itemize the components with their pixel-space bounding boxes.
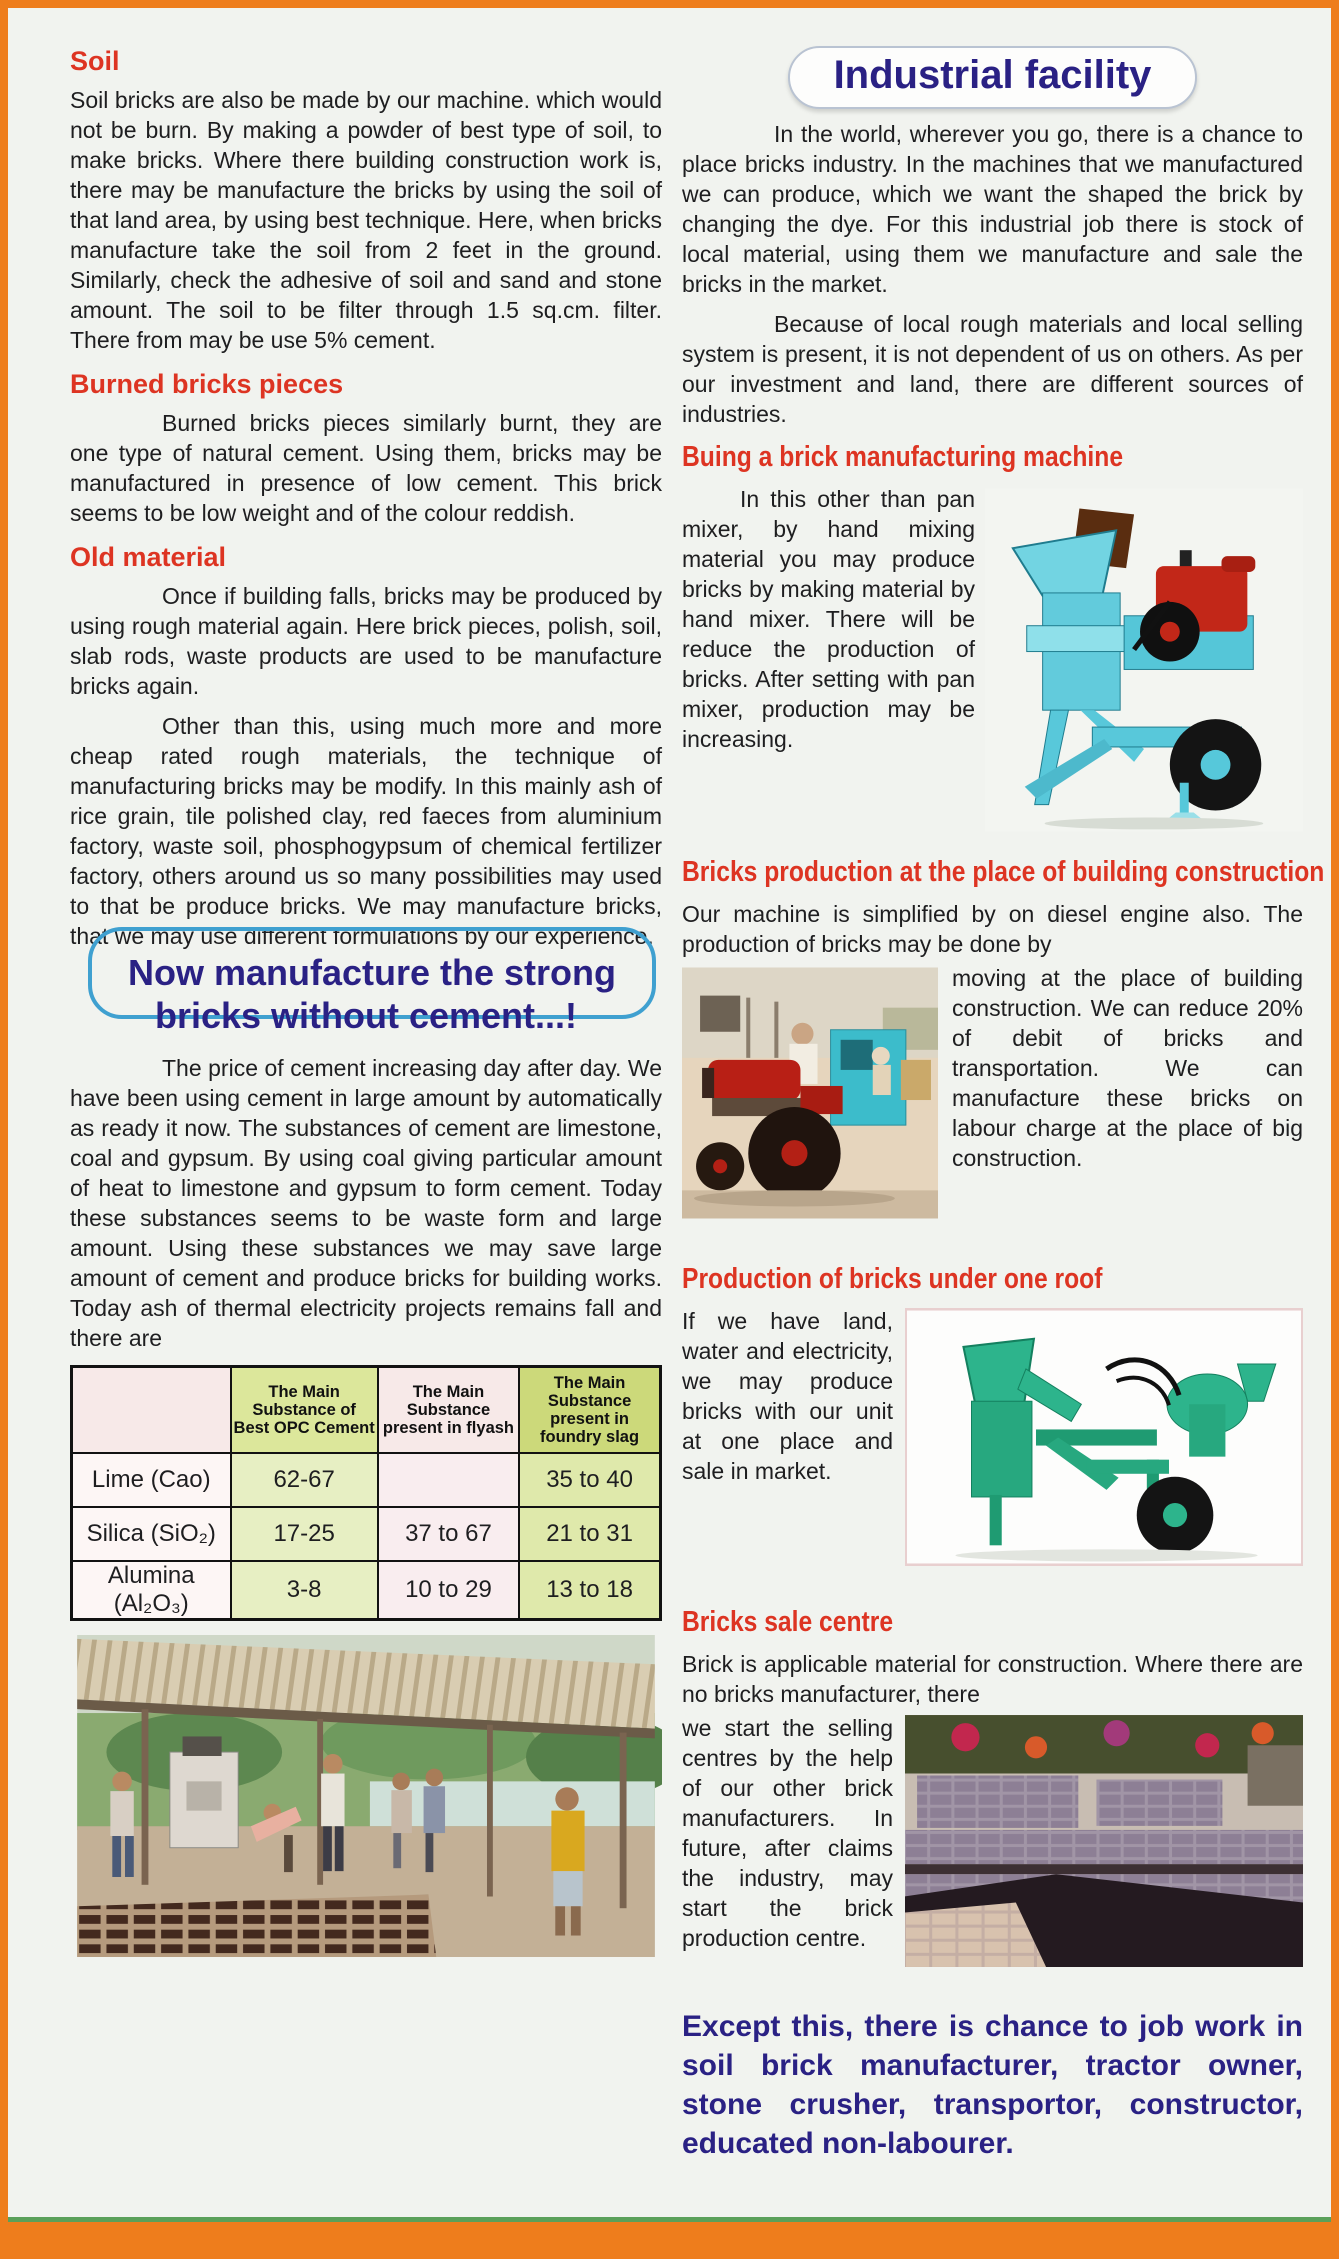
soil-paragraph: Soil bricks are also be made by our machine. which would not be burn. By making a powder of best type of soil, to make bricks. Where there building construction work is, there may be manufacture the bricks by using the soil of that land area, by using best technique. Here, when bricks manufacture take the soil from 2 feet in the ground. Similarly, check the adhesive of soil and sand and stone amount. The soil to be filter through 1.5 sq.cm. filter. There from may be use 5% cement. bbox=[70, 87, 662, 353]
cell-value: 17-25 bbox=[231, 1507, 378, 1561]
row-label: Silica (SiO₂) bbox=[72, 1507, 231, 1561]
row-label: Lime (Cao) bbox=[72, 1453, 231, 1507]
hopper bbox=[963, 1339, 1034, 1406]
driver bbox=[791, 1023, 813, 1045]
worker-yellow-shirt bbox=[551, 1811, 584, 1871]
sale-centre-intro: Brick is applicable material for construction. Where there are no bricks manufacturer, there bbox=[682, 1651, 1303, 1707]
production-place-section bbox=[682, 963, 1303, 1223]
sale-centre-paragraph: we start the selling centres by the help of our other brick manufacturers. In future, after claims the industry, may start the brick production centre. bbox=[682, 1715, 893, 1951]
header-blank-cell bbox=[72, 1367, 231, 1454]
industrial-intro-paragraph-1: In the world, wherever you go, there is a chance to place bricks industry. In the machines that we manufactured we can produce, which we want the shaped the brick by changing the dye. For this industrial job there is stock of local material, using them we manufacture and sale the bricks in the market. bbox=[682, 121, 1303, 297]
brick-stack bbox=[917, 1776, 1078, 1828]
page-content bbox=[8, 8, 1331, 2163]
brick-machine-photo bbox=[985, 486, 1303, 834]
cell-value: 13 to 18 bbox=[519, 1561, 660, 1620]
cement-price-paragraph: The price of cement increasing day after day. We have been using cement in large amount by automatically as ready it now. The substances of cement are limestone, coal and gypsum. By using coal giving particular amount of heat to limestone and gypsum to form cement. Today these substances seems to be waste form and large amount. Using these substances we may save large amount of cement and produce bricks for building works. Today ash of thermal electricity projects remains fall and there are bbox=[70, 1055, 662, 1351]
one-roof-section bbox=[682, 1306, 1303, 1572]
table-row-alumina bbox=[72, 1561, 661, 1620]
heading-buying-machine: Buing a brick manufacturing machine bbox=[682, 441, 1124, 473]
heading-sale-centre: Bricks sale centre bbox=[682, 1606, 894, 1638]
production-place-intro: Our machine is simplified by on diesel engine also. The production of bricks may be done by bbox=[682, 901, 1303, 957]
cell-value: 37 to 67 bbox=[378, 1507, 519, 1561]
right-column bbox=[682, 32, 1325, 2163]
callout-line-1: Now manufacture the strong bbox=[127, 952, 617, 993]
page-title: Industrial facility bbox=[788, 46, 1198, 109]
tractor-hood bbox=[708, 1060, 800, 1100]
tractor-photo bbox=[682, 967, 938, 1219]
substances-table bbox=[70, 1365, 662, 1621]
page-footer-band bbox=[8, 2217, 1331, 2259]
bricks-stack-photo bbox=[905, 1715, 1303, 1967]
header-opc-cement: The Main Substance of Best OPC Cement bbox=[231, 1367, 378, 1454]
cell-value: 10 to 29 bbox=[378, 1561, 519, 1620]
pond bbox=[370, 1781, 655, 1826]
cell-value: 3-8 bbox=[231, 1561, 378, 1620]
heading-one-roof: Production of bricks under one roof bbox=[682, 1263, 1103, 1295]
header-foundry-slag: The Main Substance present in foundry slag bbox=[519, 1367, 660, 1454]
heading-production-place: Bricks production at the place of building construction bbox=[682, 856, 1325, 888]
footer-orange-band bbox=[8, 2222, 1331, 2259]
workshed-photo bbox=[70, 1635, 662, 1957]
buying-machine-section bbox=[682, 484, 1303, 840]
shed-corner bbox=[1248, 1745, 1303, 1805]
cell-value: 21 to 31 bbox=[519, 1507, 660, 1561]
buying-machine-paragraph: In this other than pan mixer, by hand mixing material you may produce bricks by making material by hand mixer. There will be reduce the production of bricks. After setting with pan mixer, production may be increasing. bbox=[682, 486, 975, 752]
old-material-paragraph-2: Other than this, using much more and more cheap rated rough materials, the technique of manufacturing bricks may be modify. In this mainly ash of rice grain, tile polished clay, red faeces from aluminium factory, waste soil, phosphogypsum of chemical fertilizer factory, others around us so many possibilities may used to that be produce bricks. We may manufacture bricks, that we may use different formulations by our experience. bbox=[70, 713, 662, 949]
one-roof-paragraph: If we have land, water and electricity, we may produce bricks with our unit at one place and sale in market. bbox=[682, 1308, 893, 1484]
heading-old-material: Old material bbox=[70, 542, 227, 572]
cell-value: 35 to 40 bbox=[519, 1453, 660, 1507]
table-header-row bbox=[72, 1367, 661, 1454]
cell-value: 62-67 bbox=[231, 1453, 378, 1507]
row-label: Alumina (Al₂O₃) bbox=[72, 1561, 231, 1620]
old-material-paragraph-1: Once if building falls, bricks may be produced by using rough material again. Here brick pieces, polish, soil, slab rods, waste products are used to be manufacture bricks again. bbox=[70, 583, 662, 699]
callout-line-2: bricks without cement...! bbox=[154, 995, 578, 1036]
sale-centre-section bbox=[682, 1713, 1303, 1973]
burned-bricks-paragraph: Burned bricks pieces similarly burnt, they are one type of natural cement. Using them, bricks may be manufactured in presence of low cement. This brick seems to be low weight and of the colour reddish. bbox=[70, 410, 662, 526]
heading-soil: Soil bbox=[70, 46, 120, 76]
table-row-lime bbox=[72, 1453, 661, 1507]
no-cement-callout bbox=[70, 927, 662, 1037]
header-flyash: The Main Substance present in flyash bbox=[378, 1367, 519, 1454]
production-place-paragraph: moving at the place of building construction. We can reduce 20% of debit of bricks and transportation. We can manufacture these bricks on labour charge at the place of big construction. bbox=[952, 965, 1303, 1171]
title-wrap bbox=[682, 46, 1303, 109]
heading-burned-bricks: Burned bricks pieces bbox=[70, 369, 344, 399]
cell-value bbox=[378, 1453, 519, 1507]
industrial-intro-paragraph-2: Because of local rough materials and local selling system is present, it is not dependent of us on others. As per our investment and land, there are different sources of industries. bbox=[682, 311, 1303, 427]
left-column bbox=[70, 32, 662, 2163]
worker-head bbox=[555, 1787, 578, 1810]
closing-note: Except this, there is chance to job work in soil brick manufacturer, tractor owner, stone crusher, transportor, constructor, educated non-labourer. bbox=[682, 2010, 1303, 2160]
green-machine-photo bbox=[905, 1308, 1303, 1566]
table-row-silica bbox=[72, 1507, 661, 1561]
brick-stack bbox=[1096, 1780, 1222, 1826]
